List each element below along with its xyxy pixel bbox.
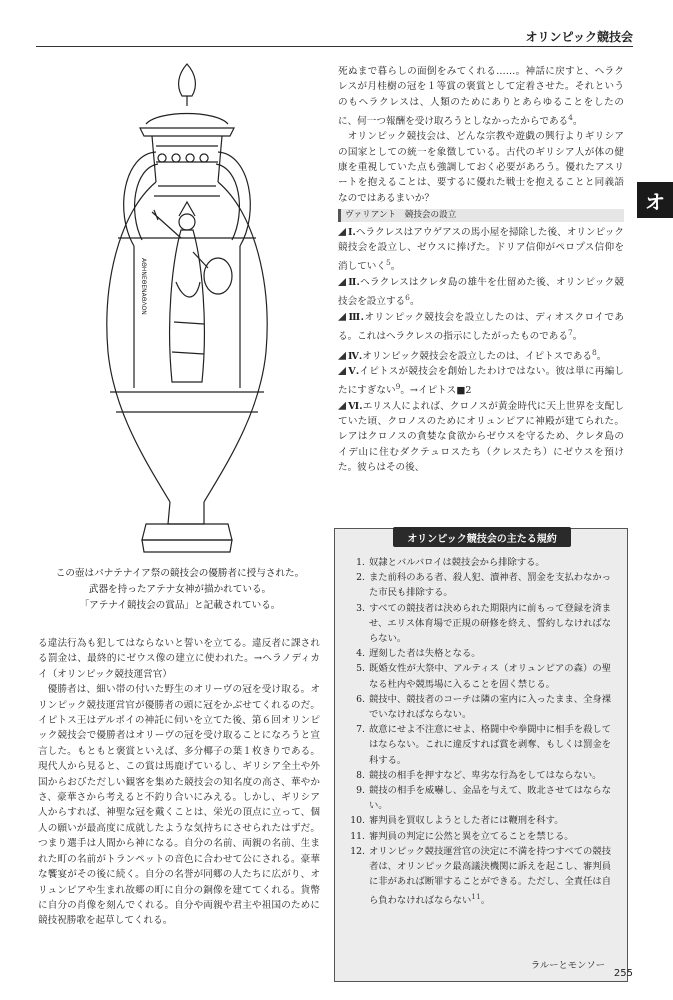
rule-text: 競技の相手を押すなど、卑劣な行為をしてはならない。 — [369, 769, 602, 781]
rule-text: 審判員を買収しようとした者には鞭刑を科す。 — [369, 815, 564, 827]
rule-number: 11. — [350, 830, 365, 842]
rule-text: 遅刻した者は失格となる。 — [369, 648, 481, 660]
rule-item — [345, 570, 611, 600]
rule-number: 10. — [350, 815, 365, 827]
rules-list — [345, 555, 611, 909]
triangle-marker-icon — [338, 352, 346, 360]
variant-number: Ⅴ. — [348, 365, 360, 377]
rule-number: 5. — [356, 663, 365, 675]
variant-text: 。 — [409, 296, 420, 308]
rule-item — [345, 692, 611, 722]
right-column-text — [338, 64, 624, 475]
variant-text: ヘラクレスはクレタ島の雄牛を仕留めた後、オリンピック競技会を設立する — [338, 276, 624, 308]
rule-item — [345, 768, 611, 783]
footnote-ref: 7 — [567, 328, 573, 338]
rule-text: 審判員の判定に公然と異を立てることを禁じる。 — [369, 830, 574, 842]
rule-number: 4. — [356, 648, 365, 660]
rule-item — [345, 844, 611, 909]
paragraph: 優勝者は、細い帯の付いた野生のオリーヴの冠を受け取る。オリンピック競技運営官が優勝者の頭に冠をかぶせてくれるのだ。イピトス王はデルポイの神託に伺いを立てた後、第６回オリンピック競技会で優勝者はオリーヴの冠を受け取ることになろうと宣言した。もともと褒賞といえば、多分椰子の葉１枚きりである。現代人から見ると、この賞は馬鹿げているし、ギリシア全土や外国からおびただしい観客を集めた競技会の知名度の高さ、華やかさ、豪華さから考えると不釣り合いにみえる。しかし、ギリシア人からすれば、神聖な冠を戴くことは、栄光の頂点に立って、個人の願いが最高度に成就したような気持ちにさせられたはずだ。つまり選手は人間から神になる。自分の名前、両親の名前、生まれた町の名前がトランペットの音色に合わせて公にされる。豪華な饗宴がその後に続く。自分の名誉が同郷の人たちに広がり、オリュンピアや生まれ故郷の町に自分の銅像を建ててくれる。貨幣に自分の肖像を刻んでくれる。自分や両親や君主や祖国のために競技祝勝歌を起草してくれる。 — [38, 684, 320, 927]
rule-number: 6. — [356, 693, 365, 705]
header-rule — [36, 46, 633, 47]
panathenaic-amphora-illustration — [80, 62, 294, 562]
paragraph: る違法行為も犯してはならないと誓いを立てる。違反者に課される罰金は、最終的にゼウス像の建立に使われた。→ヘラノディカイ（オリンピック競技運営官） — [38, 638, 320, 680]
variant-number: Ⅵ. — [348, 400, 363, 412]
rule-item — [345, 783, 611, 813]
rules-box — [334, 528, 628, 982]
rule-text: 奴隷とバルバロイは競技会から排除する。 — [369, 557, 545, 568]
rule-number: 1. — [356, 557, 365, 568]
footnote-ref: 6 — [405, 293, 410, 303]
rule-item — [345, 829, 611, 844]
caption-line: 武器を持ったアテナ女神が描かれている。 — [88, 584, 272, 595]
rule-text: 既婚女性が大祭中、アルティス（オリュンピアの森）の聖なる杜内や競馬場に入ることを固く禁じる。 — [369, 663, 611, 690]
index-tab[interactable]: オ — [637, 182, 673, 218]
rule-number: 3. — [356, 602, 365, 614]
variant-text: エリス人によれば、クロノスが黄金時代に天上世界を支配していた頃、クロノスのためにオリュンピアに神殿が建てられた。レアはクロノスの貪婪な食欲からゼウスを守るため、クレタ島のイデ山に住むダクテュロスたち（クレスたち）にゼウスを預けた。彼らはその後、 — [338, 400, 624, 473]
rule-item — [345, 601, 611, 647]
variant-item — [338, 225, 624, 275]
left-column-text — [38, 636, 320, 929]
triangle-marker-icon — [338, 367, 346, 375]
variant-number: Ⅲ. — [348, 311, 364, 323]
rule-text: 競技の相手を威嚇し、金品を与えて、敗北させてはならない。 — [369, 785, 611, 812]
variant-text: ヘラクレスはアウゲアスの馬小屋を掃除した後、オリンピック競技会を設立し、ゼウスに捧げた。ドリア信仰がペロプス信仰を消していく — [338, 226, 624, 273]
cross-reference-link[interactable]: 。→イピトス■2 — [400, 385, 472, 397]
caption-line: この壺はパナテナイア祭の競技会の優勝者に授与された。 — [55, 568, 305, 579]
rule-number: 9. — [356, 785, 365, 797]
rule-text: 故意にせよ不注意にせよ、格闘中や拳闘中に相手を殺してはならない。これに違反すれば賞を剥奪、もしくは罰金を科する。 — [369, 724, 611, 766]
footnote-ref: 11 — [471, 892, 481, 902]
rule-text: 。 — [480, 895, 491, 907]
figure-caption — [38, 566, 322, 614]
rules-source: ラルーとモンソー — [530, 960, 605, 971]
triangle-marker-icon — [338, 228, 346, 236]
rule-text: 競技中、競技者のコーチは隣の室内に入ったまま、全身裸でいなければならない。 — [369, 693, 611, 721]
rule-text: また前科のある者、殺人犯、瀆神者、罰金を支払わなかった市民も排除する。 — [369, 572, 611, 599]
rule-number: 2. — [356, 572, 365, 584]
variant-number: Ⅰ. — [348, 226, 356, 238]
paragraph: オリンピック競技会は、どんな宗教や遊戯の興行よりギリシアの国家としての統一を象徴している。古代のギリシア人が体の健康を重視していた点も強調しておく必要があろう。優れたアスリートを抱えることは、要するに優れた戦士を抱えることと同義語なのではあるまいか？ — [338, 131, 624, 204]
caption-line: 「アテナイ競技会の賞品」と記載されている。 — [79, 600, 281, 611]
triangle-marker-icon — [338, 278, 346, 286]
variant-item — [338, 364, 624, 399]
triangle-marker-icon — [338, 313, 346, 321]
page-number: 255 — [613, 968, 633, 979]
rule-number: 8. — [356, 769, 365, 781]
variant-text: 。 — [596, 350, 607, 362]
footnote-ref: 9 — [395, 382, 401, 392]
variant-text: オリンピック競技会を設立したのは、ディオスクロイである。これはヘラクレスの指示にしたがったものである — [338, 311, 624, 343]
variant-text: 。 — [572, 331, 583, 343]
variant-text: オリンピック競技会を設立したのは、イピトスである — [362, 350, 593, 362]
variant-number: Ⅱ. — [348, 276, 360, 288]
rules-box-title: オリンピック競技会の主たる規約 — [393, 527, 571, 547]
paragraph-text: 死ぬまで暮らしの面倒をみてくれる……。神話に戻すと、ヘラクレスが月桂樹の冠を１等賞の褒賞として定着させた。それというのもヘラクレスは、人類のためにありとあらゆることをしたのに、何一つ報酬を受け取ろうとしなかったからである — [338, 66, 624, 128]
variant-number: Ⅳ. — [348, 350, 363, 362]
variant-item — [338, 310, 624, 345]
footnote-ref: 8 — [592, 347, 597, 357]
rule-item — [345, 722, 611, 768]
variant-item — [338, 345, 624, 364]
paragraph-text: 。 — [572, 116, 583, 128]
rule-number: 7. — [356, 724, 365, 736]
footnote-ref: 5 — [385, 258, 391, 268]
rule-item — [345, 661, 611, 691]
running-header: オリンピック競技会 — [525, 30, 633, 44]
variant-heading: ヴァリアント 競技会の設立 — [338, 209, 624, 222]
variant-text: 。 — [390, 261, 401, 273]
vase-inscription: ΑΘΗΝΕΘΕΝΑΘΛΟΝ — [140, 258, 147, 315]
triangle-marker-icon — [338, 402, 346, 410]
rule-item — [345, 813, 611, 828]
variant-item — [338, 275, 624, 310]
rule-text: オリンピック競技運営官の決定に不満を持つすべての競技者は、オリンピック最高議決機関に訴えを起こし、審判員に非があれば断罪することができる。ただし、全責任は自ら負わなければならない — [369, 845, 611, 907]
rule-item — [345, 646, 611, 661]
variant-text: イピトスが競技会を創始したわけではない。彼は単に再編したにすぎない — [338, 365, 624, 397]
rule-item — [345, 555, 611, 570]
variant-item — [338, 399, 624, 475]
rule-text: すべての競技者は決められた期限内に前もって登録を済ませ、エリス体育場で正規の研修を終え、誓約しなければならない。 — [369, 602, 611, 645]
rule-number: 12. — [350, 845, 365, 857]
paragraph — [338, 64, 624, 129]
footnote-ref: 4 — [568, 112, 573, 122]
